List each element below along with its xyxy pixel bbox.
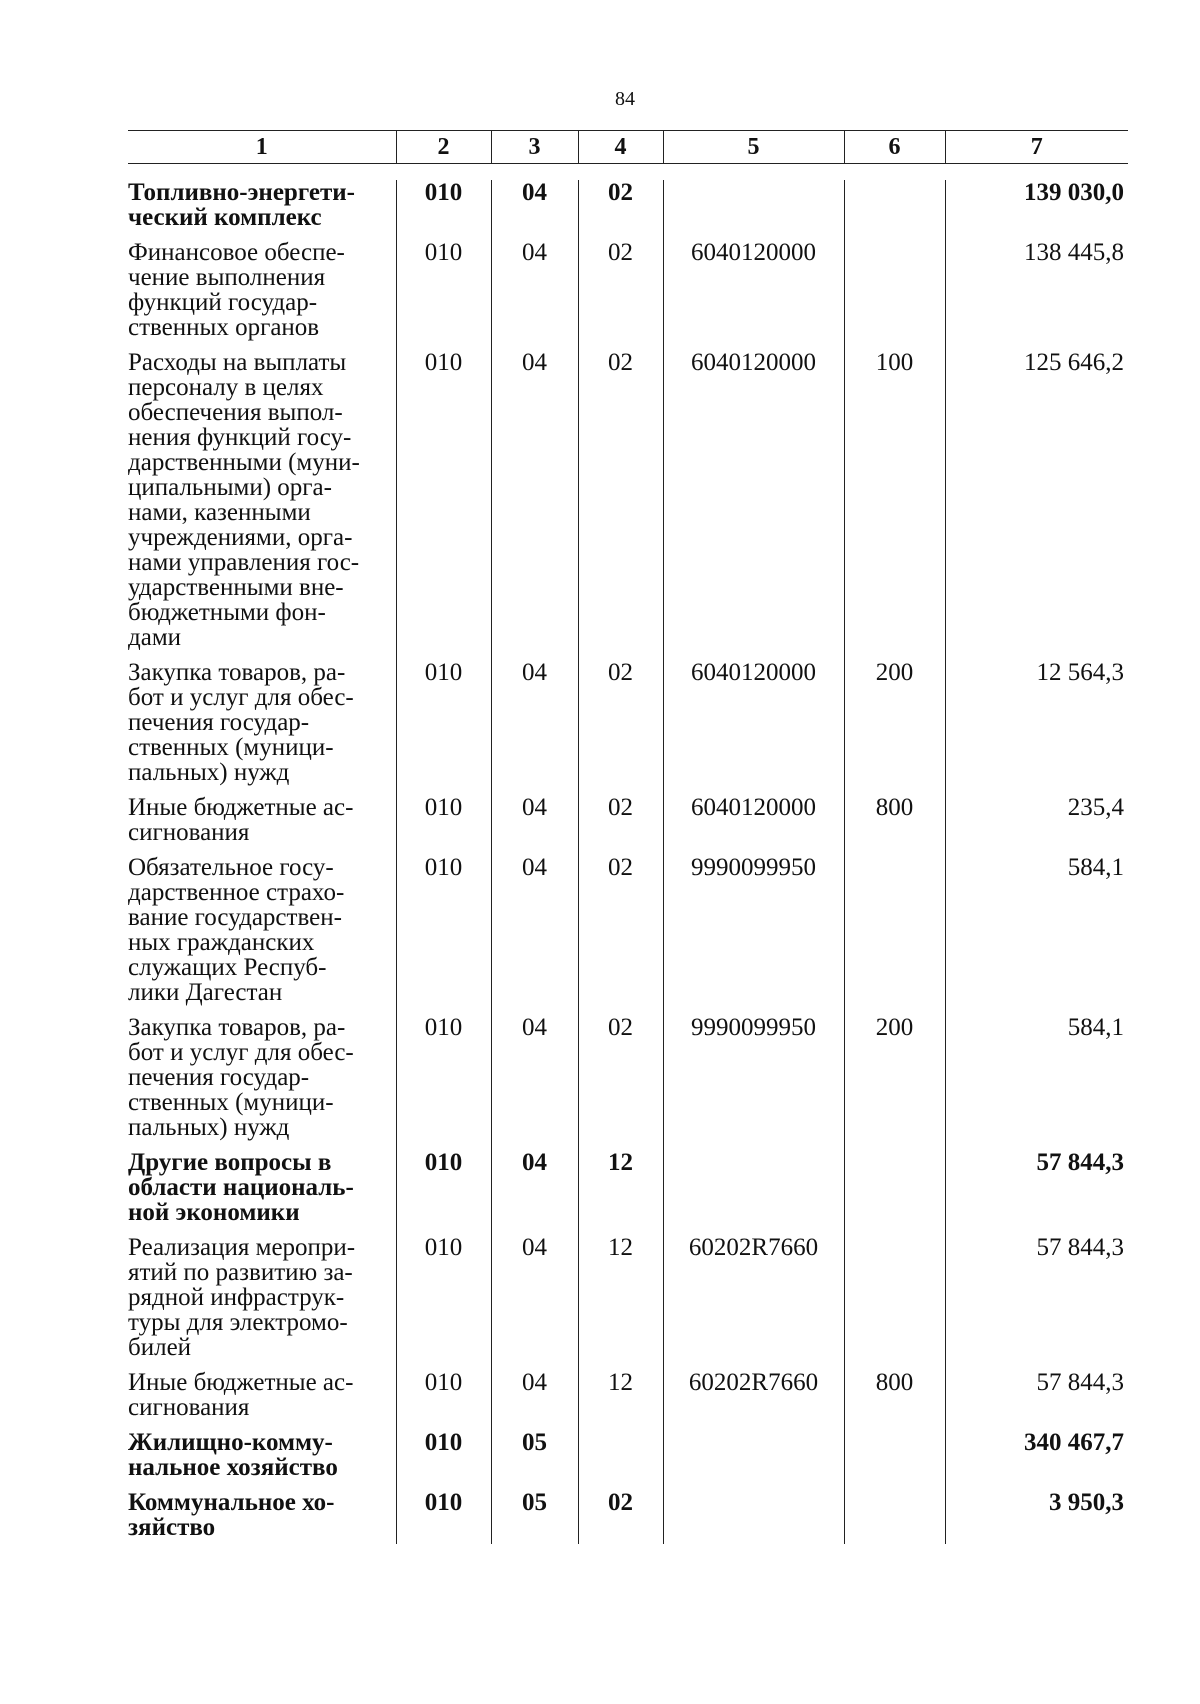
row-amount: 139 030,0 [945,180,1128,240]
row-description [128,1490,396,1544]
row-description-text: Закупка товаров, ра- бот и услуг для обес- печения государ- ственных (муници- пальных) нужд [128,1014,354,1141]
row-description [128,795,396,855]
row-col-3: 04 [491,795,578,855]
row-description-text: Закупка товаров, ра- бот и услуг для обес- печения государ- ственных (муници- пальных) нужд [128,659,354,786]
row-col-4: 02 [578,795,663,855]
row-col-3: 04 [491,1015,578,1150]
row-description [128,240,396,350]
table-body [128,164,1128,1545]
row-col-6 [844,180,945,240]
row-amount: 57 844,3 [945,1150,1128,1235]
row-col-2: 010 [396,855,491,1015]
row-col-4: 02 [578,660,663,795]
row-description-text: Финансовое обеспе- чение выполнения функций государ- ственных органов [128,239,345,341]
row-col-5: 60202R7660 [663,1235,844,1370]
row-amount: 138 445,8 [945,240,1128,350]
row-col-5 [663,1430,844,1490]
row-col-4: 02 [578,855,663,1015]
row-amount: 57 844,3 [945,1370,1128,1430]
row-col-6: 800 [844,1370,945,1430]
row-col-2: 010 [396,1015,491,1150]
row-col-6: 800 [844,795,945,855]
row-col-4: 02 [578,350,663,660]
row-description-text: Иные бюджетные ас- сигнования [128,1369,354,1421]
row-col-3: 04 [491,855,578,1015]
row-col-2: 010 [396,1235,491,1370]
column-header-3: 3 [491,131,578,164]
column-header-7: 7 [945,131,1128,164]
row-description [128,1235,396,1370]
row-col-5 [663,1150,844,1235]
row-col-3: 04 [491,180,578,240]
row-description-text: Обязательное госу- дарственное страхо- вание государствен- ных гражданских служащих Респуб- лики Дагестан [128,854,345,1006]
row-col-4: 12 [578,1370,663,1430]
column-header-4: 4 [578,131,663,164]
table-row [128,660,1128,795]
row-col-6 [844,855,945,1015]
table-row [128,1370,1128,1430]
table-row [128,855,1128,1015]
budget-table [128,130,1128,1544]
row-col-3: 04 [491,1150,578,1235]
row-col-5: 6040120000 [663,795,844,855]
row-col-2: 010 [396,1370,491,1430]
column-header-5: 5 [663,131,844,164]
table-row [128,1235,1128,1370]
row-col-4: 12 [578,1235,663,1370]
row-col-5: 9990099950 [663,855,844,1015]
row-col-6: 200 [844,1015,945,1150]
row-col-4: 12 [578,1150,663,1235]
row-col-4: 02 [578,1015,663,1150]
row-col-3: 04 [491,240,578,350]
table-row [128,1430,1128,1490]
row-col-2: 010 [396,350,491,660]
row-description-text: Другие вопросы в области националь- ной экономики [128,1149,354,1226]
row-description-text: Иные бюджетные ас- сигнования [128,794,354,846]
row-description-text: Реализация меропри- ятий по развитию за- рядной инфраструк- туры для электромо- билей [128,1234,356,1361]
row-col-6 [844,1235,945,1370]
row-description [128,1370,396,1430]
row-col-5 [663,1490,844,1544]
row-col-4: 02 [578,180,663,240]
row-col-2: 010 [396,660,491,795]
row-col-2: 010 [396,240,491,350]
row-description [128,180,396,240]
row-description [128,1150,396,1235]
table-row [128,1150,1128,1235]
row-description-text: Топливно-энергети- ческий комплекс [128,179,355,231]
page-number: 84 [615,88,635,110]
header-row [128,131,1128,164]
table-row [128,240,1128,350]
row-col-2: 010 [396,795,491,855]
row-col-6 [844,1490,945,1544]
row-col-3: 05 [491,1490,578,1544]
row-col-4 [578,1430,663,1490]
column-header-6: 6 [844,131,945,164]
header-spacer [128,164,1128,181]
column-header-1: 1 [128,131,396,164]
row-col-5: 6040120000 [663,350,844,660]
row-amount: 57 844,3 [945,1235,1128,1370]
row-col-6 [844,240,945,350]
row-amount: 12 564,3 [945,660,1128,795]
row-description-text: Жилищно-комму- нальное хозяйство [128,1429,338,1481]
row-col-3: 05 [491,1430,578,1490]
row-col-3: 04 [491,1370,578,1430]
row-col-6: 100 [844,350,945,660]
row-amount: 584,1 [945,855,1128,1015]
row-col-3: 04 [491,1235,578,1370]
row-amount: 3 950,3 [945,1490,1128,1544]
row-col-2: 010 [396,1150,491,1235]
row-description [128,660,396,795]
table-row [128,1015,1128,1150]
row-description [128,1430,396,1490]
row-col-2: 010 [396,1430,491,1490]
row-amount: 125 646,2 [945,350,1128,660]
row-description-text: Расходы на выплаты персоналу в целях обеспечения выпол- нения функций госу- дарственными (муни- ципальными) орга- нами, казенными учреждениями, орга- нами управления гос- ударственными вне- бюджетными фон- дами [128,349,360,651]
row-col-3: 04 [491,660,578,795]
table-row [128,350,1128,660]
row-col-5 [663,180,844,240]
table-row [128,795,1128,855]
row-amount: 235,4 [945,795,1128,855]
row-description [128,350,396,660]
row-col-3: 04 [491,350,578,660]
row-description [128,1015,396,1150]
table-header [128,131,1128,164]
row-col-2: 010 [396,180,491,240]
row-amount: 584,1 [945,1015,1128,1150]
row-col-5: 60202R7660 [663,1370,844,1430]
table-row [128,1490,1128,1544]
row-col-5: 9990099950 [663,1015,844,1150]
row-col-6 [844,1430,945,1490]
row-col-5: 6040120000 [663,660,844,795]
row-col-4: 02 [578,240,663,350]
column-header-2: 2 [396,131,491,164]
table-row [128,180,1128,240]
row-col-2: 010 [396,1490,491,1544]
row-col-6 [844,1150,945,1235]
row-col-5: 6040120000 [663,240,844,350]
row-amount: 340 467,7 [945,1430,1128,1490]
row-description-text: Коммунальное хо- зяйство [128,1489,335,1541]
row-col-6: 200 [844,660,945,795]
row-col-4: 02 [578,1490,663,1544]
row-description [128,855,396,1015]
